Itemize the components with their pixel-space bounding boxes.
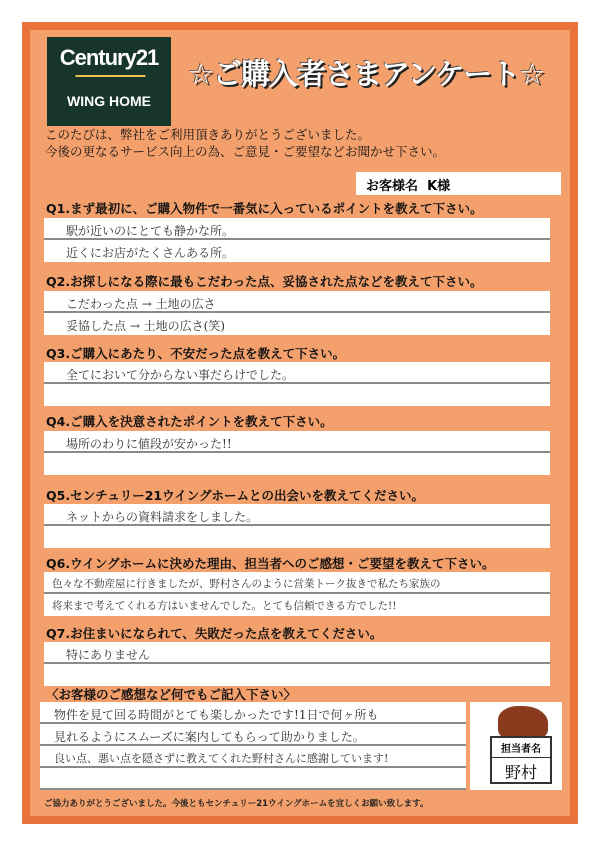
question-6: Q6.ウイングホームに決めた理由、担当者へのご感想・ご要望を教えて下さい。 xyxy=(46,556,495,571)
staff-name-sign: 担当者名 野村 xyxy=(490,736,552,784)
answer-3: 全てにおいて分からない事だらけでした。 xyxy=(44,362,550,406)
question-1: Q1.まず最初に、ご購入物件で一番気に入っているポイントを教えて下さい。 xyxy=(46,201,483,216)
answer-1: 駅が近いのにとても静かな所。 近くにお店がたくさんある所。 xyxy=(44,218,550,262)
roof-icon xyxy=(72,75,146,85)
question-2: Q2.お探しになる際に最もこだわった点、妥協された点などを教えて下さい。 xyxy=(46,274,483,289)
intro-text: このたびは、弊社をご利用頂きありがとうございました。 今後の更なるサービス向上の為、ご意見・ご要望などお聞かせ下さい。 xyxy=(45,127,446,159)
question-5: Q5.センチュリー21ウイングホームとの出会いを教えてください。 xyxy=(46,488,424,503)
footer-text: ご協力ありがとうございました。今後ともセンチュリー21ウイングホームを宜しくお願い致します。 xyxy=(44,799,429,809)
answer-2: こだわった点 → 土地の広さ 妥協した点 → 土地の広さ(笑) xyxy=(44,291,550,335)
answer-7: 特にありません xyxy=(44,642,550,686)
question-4: Q4.ご購入を決意されたポイントを教えて下さい。 xyxy=(46,414,333,429)
answer-5: ネットからの資料請求をしました。 xyxy=(44,504,550,548)
dog-mascot-icon xyxy=(498,706,548,740)
comments-box: 物件を見て回る時間がとても楽しかったです!1日で何ヶ所も 見れるようにスムーズに案内してもらって助かりました。 良い点、悪い点を隠さずに教えてくれた野村さんに感謝しています! xyxy=(40,702,466,790)
question-7: Q7.お住まいになられて、失敗だった点を教えてください。 xyxy=(46,626,383,641)
customer-name-box: お客様名 K様 xyxy=(356,172,561,195)
century21-logo: Century21 WING HOME xyxy=(47,37,171,126)
answer-6: 色々な不動産屋に行きましたが、野村さんのように営業トーク抜きで私たち家族の 将来まで考えてくれる方はいませんでした。とても信頼できる方でした!! xyxy=(44,572,550,616)
question-3: Q3.ご購入にあたり、不安だった点を教えて下さい。 xyxy=(46,346,346,361)
answer-4: 場所のわりに値段が安かった!! xyxy=(44,431,550,475)
staff-mascot xyxy=(470,702,562,790)
page-title: ☆ご購入者さまアンケート☆ xyxy=(188,57,545,91)
comments-heading: 〈お客様のご感想など何でもご記入下さい〉 xyxy=(46,687,297,702)
